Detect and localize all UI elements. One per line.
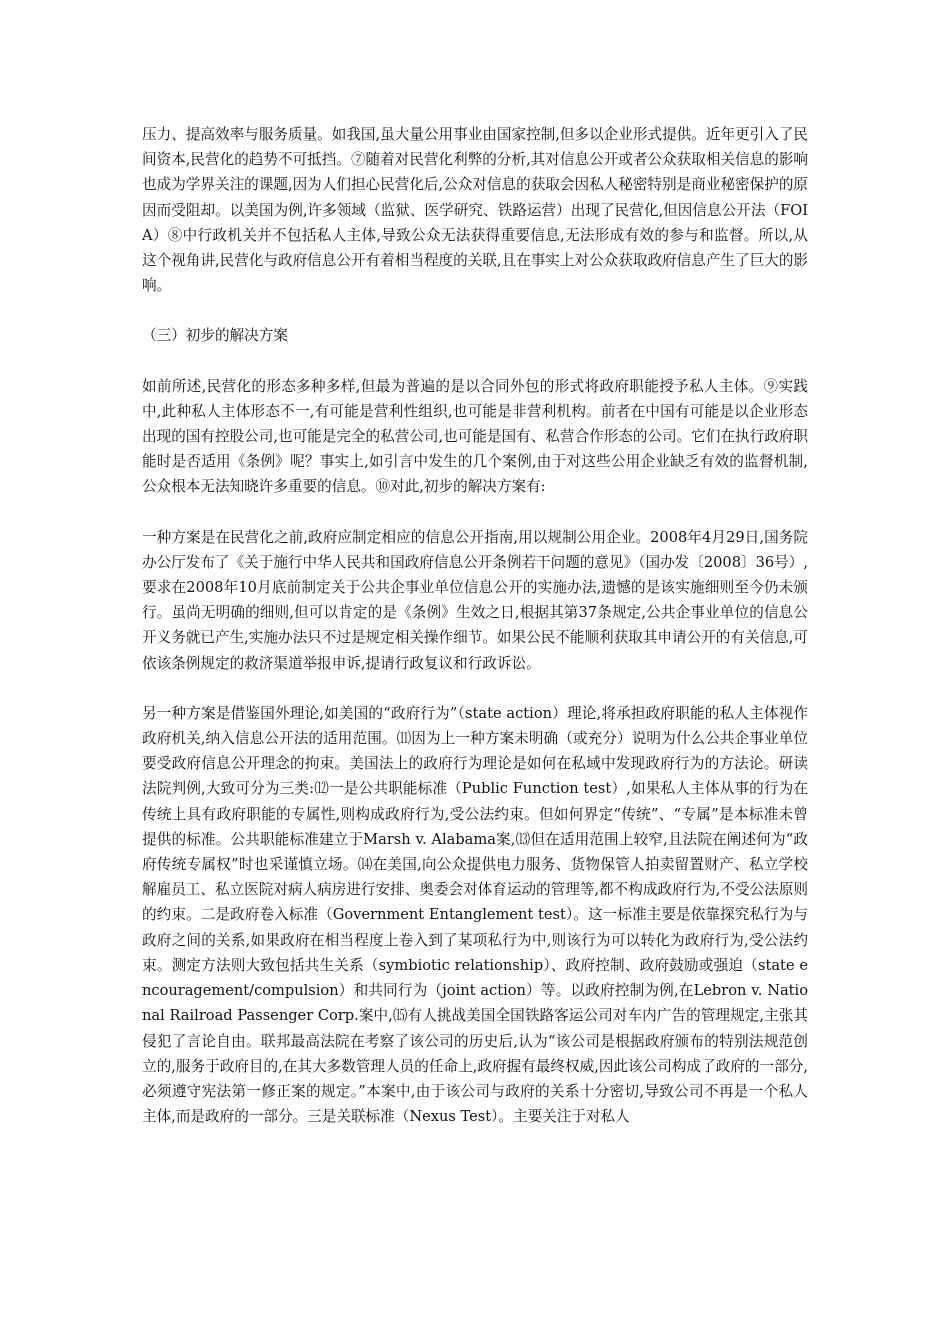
document-page: [142, 122, 808, 1154]
paragraph-solution-one: 一种方案是在民营化之前,政府应制定相应的信息公开指南,用以规制公用企业。2008年4月29日,国务院办公厅发布了《关于施行中华人民共和国政府信息公开条例若干问题的意见》（国办发〔2008〕36号）,要求在2008年10月底前制定关于公共企事业单位信息公开的实施办法,遗憾的是该实施细则至今仍未颁行。虽尚无明确的细则,但可以肯定的是《条例》生效之日,根据其第37条规定,公共企事业单位的信息公开义务就已产生,实施办法只不过是规定相关操作细节。如果公民不能顺利获取其申请公开的有关信息,可依该条例规定的救济渠道举报申诉,提请行政复议和行政诉讼。: [142, 528, 809, 672]
section-heading: （三）初步的解决方案: [142, 327, 288, 345]
paragraph-solution-intro: 如前所述,民营化的形态多种多样,但最为普遍的是以合同外包的形式将政府职能授予私人主体。⑨实践中,此种私人主体形态不一,有可能是营利性组织,也可能是非营利机构。前者在中国有可能是以企业形态出现的国有控股公司,也可能是完全的私营公司,也可能是国有、私营合作形态的公司。它们在执行政府职能时是否适用《条例》呢？事实上,如引言中发生的几个案例,由于对这些公用企业缺乏有效的监督机制,公众根本无法知晓许多重要的信息。⑩对此,初步的解决方案有:: [142, 377, 809, 496]
paragraph-privatization-impact: 压力、提高效率与服务质量。如我国,虽大量公用事业由国家控制,但多以企业形式提供。近年更引入了民间资本,民营化的趋势不可抵挡。⑦随着对民营化利弊的分析,其对信息公开或者公众获取相关信息的影响也成为学界关注的课题,因为人们担心民营化后,公众对信息的获取会因私人秘密特别是商业秘密保护的原因而受阻却。以美国为例,许多领域（监狱、医学研究、铁路运营）出现了民营化,但因信息公开法（FOIA）⑧中行政机关并不包括私人主体,导致公众无法获得重要信息,无法形成有效的参与和监督。所以,从这个视角讲,民营化与政府信息公开有着相当程度的关联,且在事实上对公众获取政府信息产生了巨大的影响。: [142, 126, 809, 295]
paragraph-solution-two: 另一种方案是借鉴国外理论,如美国的“政府行为”（state action）理论,将承担政府职能的私人主体视作政府机关,纳入信息公开法的适用范围。⑾因为上一种方案未明确（或充分）说明为什么公共企事业单位要受政府信息公开理念的拘束。美国法上的政府行为理论是如何在私域中发现政府行为的方法论。研读法院判例,大致可分为三类:⑿一是公共职能标准（Public Function test）,如果私人主体从事的行为在传统上具有政府职能的专属性,则构成政府行为,受公法约束。但如何界定“传统”、“专属”是本标准未曾提供的标准。公共职能标准建立于Marsh v. Alabama案,⒀但在适用范围上较窄,且法院在阐述何为“政府传统专属权”时也采谨慎立场。⒁在美国,向公众提供电力服务、货物保管人拍卖留置财产、私立学校解雇员工、私立医院对病人病房进行安排、奥委会对体育运动的管理等,都不构成政府行为,不受公法原则的约束。二是政府卷入标准（Government Entanglement test）。这一标准主要是依靠探究私行为与政府之间的关系,如果政府在相当程度上卷入到了某项私行为中,则该行为可以转化为政府行为,受公法约束。测定方法则大致包括共生关系（symbiotic relationship）、政府控制、政府鼓励或强迫（state encouragement/compulsion）和共同行为（joint action）等。以政府控制为例,在Lebron v. National Railroad Passenger Corp.案中,⒂有人挑战美国全国铁路客运公司对车内广告的管理规定,主张其侵犯了言论自由。联邦最高法院在考察了该公司的历史后,认为“该公司是根据政府颁布的特别法规范创立的,服务于政府目的,在其大多数管理人员的任命上,政府握有最终权威,因此该公司构成了政府的一部分,必须遵守宪法第一修正案的规定。”本案中,由于该公司与政府的关系十分密切,导致公司不再是一个私人主体,而是政府的一部分。三是关联标准（Nexus Test）。主要关注于对私人: [142, 704, 809, 1126]
